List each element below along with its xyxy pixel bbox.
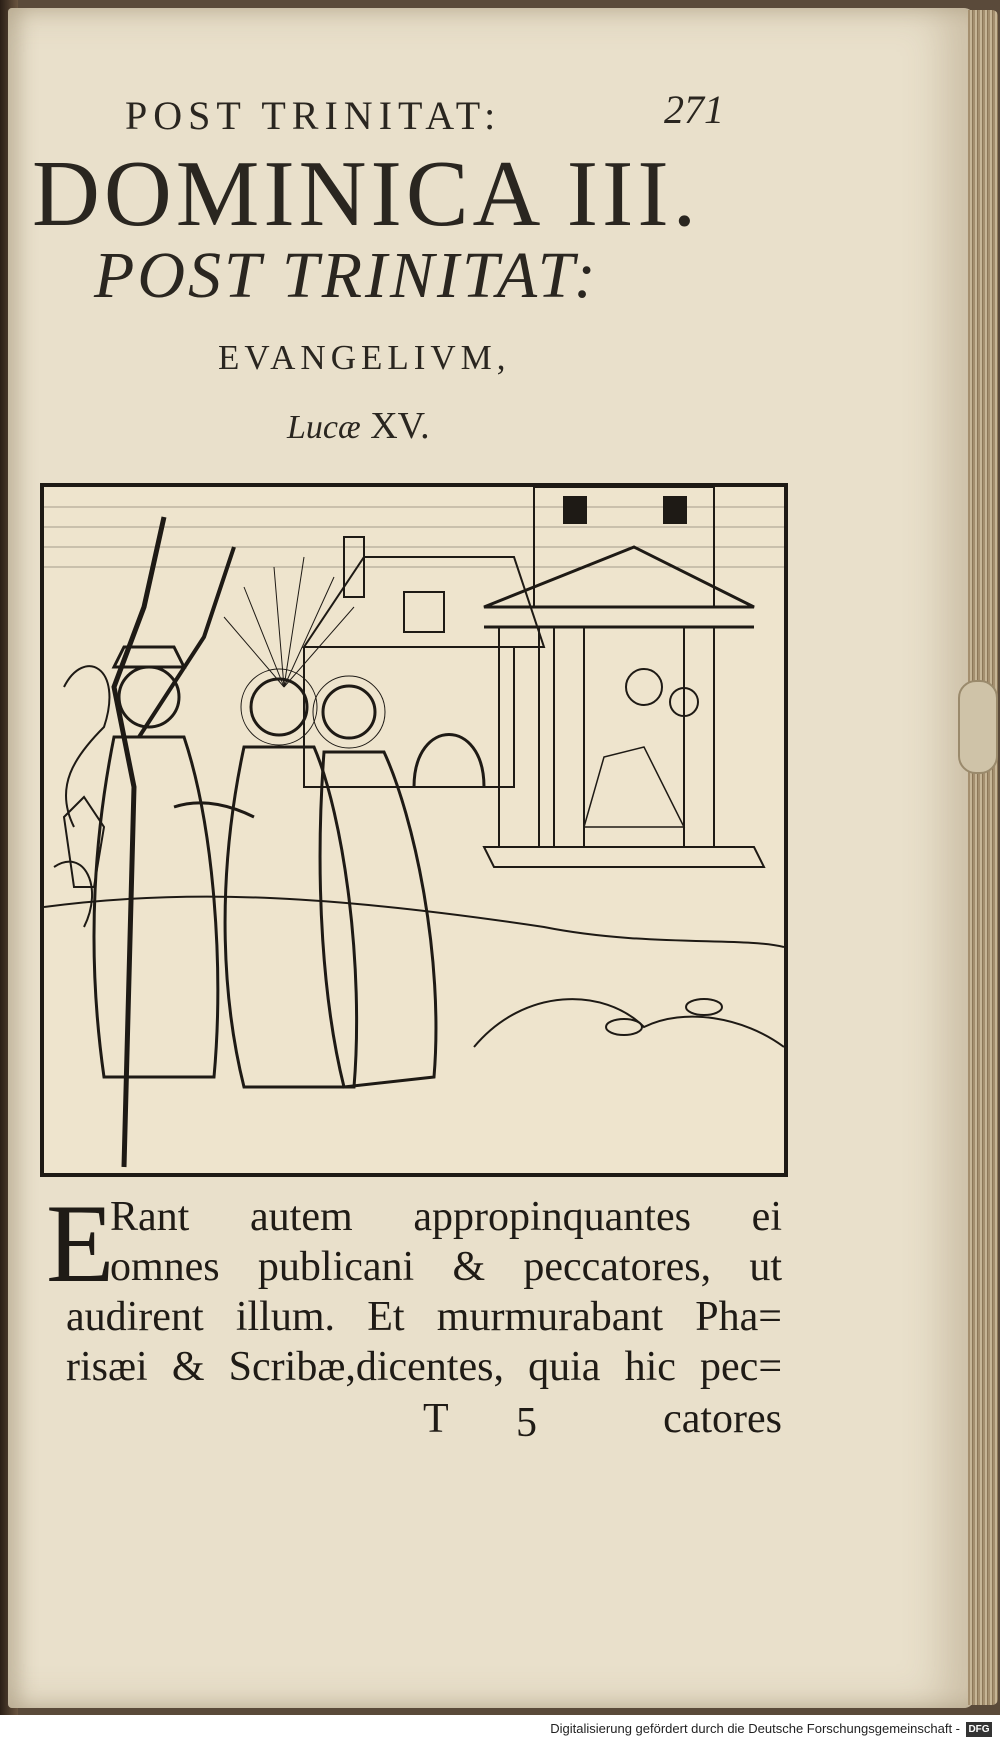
- page-clip: [958, 680, 998, 774]
- text-line: risæi & Scribæ,dicentes, quia hic pec=: [66, 1344, 782, 1390]
- woodcut-illustration: [40, 483, 788, 1177]
- section-label: EVANGELIVM,: [218, 338, 511, 377]
- text-line: omnes publicani & peccatores, ut: [110, 1244, 782, 1290]
- scripture-reference: [287, 404, 430, 448]
- woodcut-drawing: [44, 487, 784, 1173]
- footer-credit: Digitalisierung gefördert durch die Deutsche Forschungsgemeinschaft -: [550, 1721, 960, 1736]
- drop-cap: E: [46, 1182, 115, 1306]
- text-line: audirent illum. Et murmurabant Pha=: [66, 1294, 782, 1340]
- page-number: 271: [664, 87, 724, 132]
- body-text: [46, 1182, 782, 1392]
- dfg-logo: DFG: [966, 1722, 992, 1737]
- signature-mark: T: [423, 1396, 449, 1442]
- text-line: Rant autem appropinquantes ei: [110, 1194, 782, 1240]
- reference-book: Lucæ: [287, 409, 361, 446]
- reference-chapter: XV.: [370, 405, 430, 447]
- page-title: DOMINICA III.: [32, 142, 701, 246]
- catchword: catores: [663, 1396, 782, 1442]
- signature-number: 5: [516, 1400, 537, 1446]
- page-edges: [968, 10, 998, 1705]
- page-subtitle: POST TRINITAT:: [94, 239, 599, 312]
- running-head: POST TRINITAT:: [125, 93, 502, 138]
